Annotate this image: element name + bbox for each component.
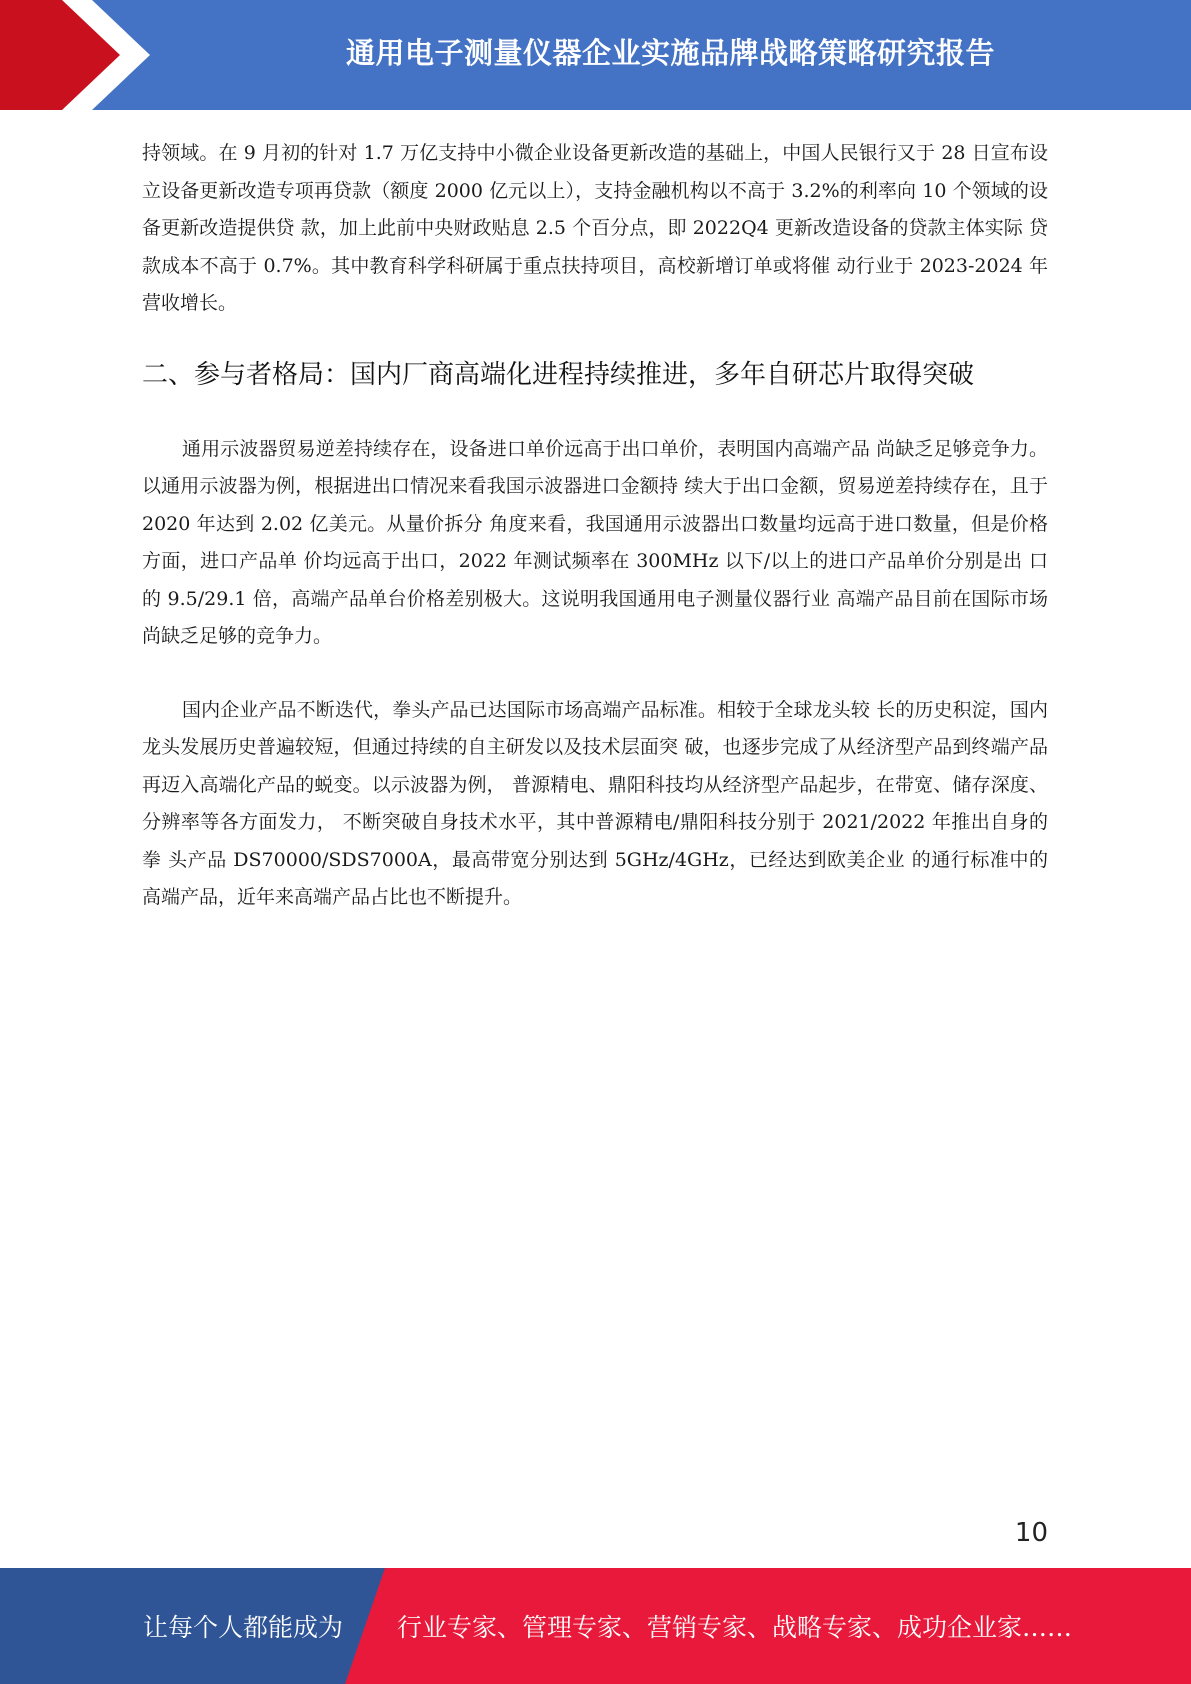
paragraph-3: 国内企业产品不断迭代，拳头产品已达国际市场高端产品标准。相较于全球龙头较 长的历史积淀，国内龙头发展历史普遍较短，但通过持续的自主研发以及技术层面突 破，也逐步完成了从经济型产品到终端产品再迈入高端化产品的蜕变。以示波器为例， 普源精电、鼎阳科技均从经济型产品起步，在带宽、储存深度、分辨率等各方面发力， 不断突破自身技术水平，其中普源精电/鼎阳科技分别于 2021/2022 年推出自身的拳 头产品 DS70000/SDS7000A，最高带宽分别达到 5GHz/4GHz，已经达到欧美企业 的通行标准中的高端产品，近年来高端产品占比也不断提升。 — [142, 698, 1048, 908]
paragraph-2: 通用示波器贸易逆差持续存在，设备进口单价远高于出口单价，表明国内高端产品 尚缺乏足够竞争力。以通用示波器为例，根据进出口情况来看我国示波器进口金额持 续大于出口金额，贸易逆差持续存在，且于 2020 年达到 2.02 亿美元。从量价拆分 角度来看，我国通用示波器出口数量均远高于进口数量，但是价格方面，进口产品单 价均远高于出口，2022 年测试频率在 300MHz 以下/以上的进口产品单价分别是出 口的 9.5/29.1 倍，高端产品单台价格差别极大。这说明我国通用电子测量仪器行业 高端产品目前在国际市场尚缺乏足够的竞争力。 — [142, 437, 1048, 647]
page-footer — [0, 1568, 1191, 1684]
header-arrow-decoration — [0, 0, 160, 110]
page-header — [0, 0, 1191, 110]
paragraph-spacer — [142, 656, 1048, 692]
paragraph-1: 持领域。在 9 月初的针对 1.7 万亿支持中小微企业设备更新改造的基础上，中国人民银行又于 28 日宣布设立设备更新改造专项再贷款（额度 2000 亿元以上），支持金融机构以不高于 3.2%的利率向 10 个领域的设备更新改造提供贷 款，加上此前中央财政贴息 2.5 个百分点，即 2022Q4 更新改造设备的贷款主体实际 贷款成本不高于 0.7%。其中教育科学科研属于重点扶持项目，高校新增订单或将催 动行业于 2023-2024 年营收增长。 — [142, 142, 1048, 314]
section-heading: 二、参与者格局：国内厂商高端化进程持续推进，多年自研芯片取得突破 — [142, 359, 975, 390]
footer-slogan-right: 行业专家、管理专家、营销专家、战略专家、成功企业家…… — [397, 1613, 1073, 1642]
document-body — [142, 135, 1048, 917]
page-number: 10 — [1014, 1518, 1048, 1548]
footer-slogan-left: 让每个人都能成为 — [143, 1613, 344, 1642]
header-title: 通用电子测量仪器企业实施品牌战略策略研究报告 — [345, 35, 995, 70]
